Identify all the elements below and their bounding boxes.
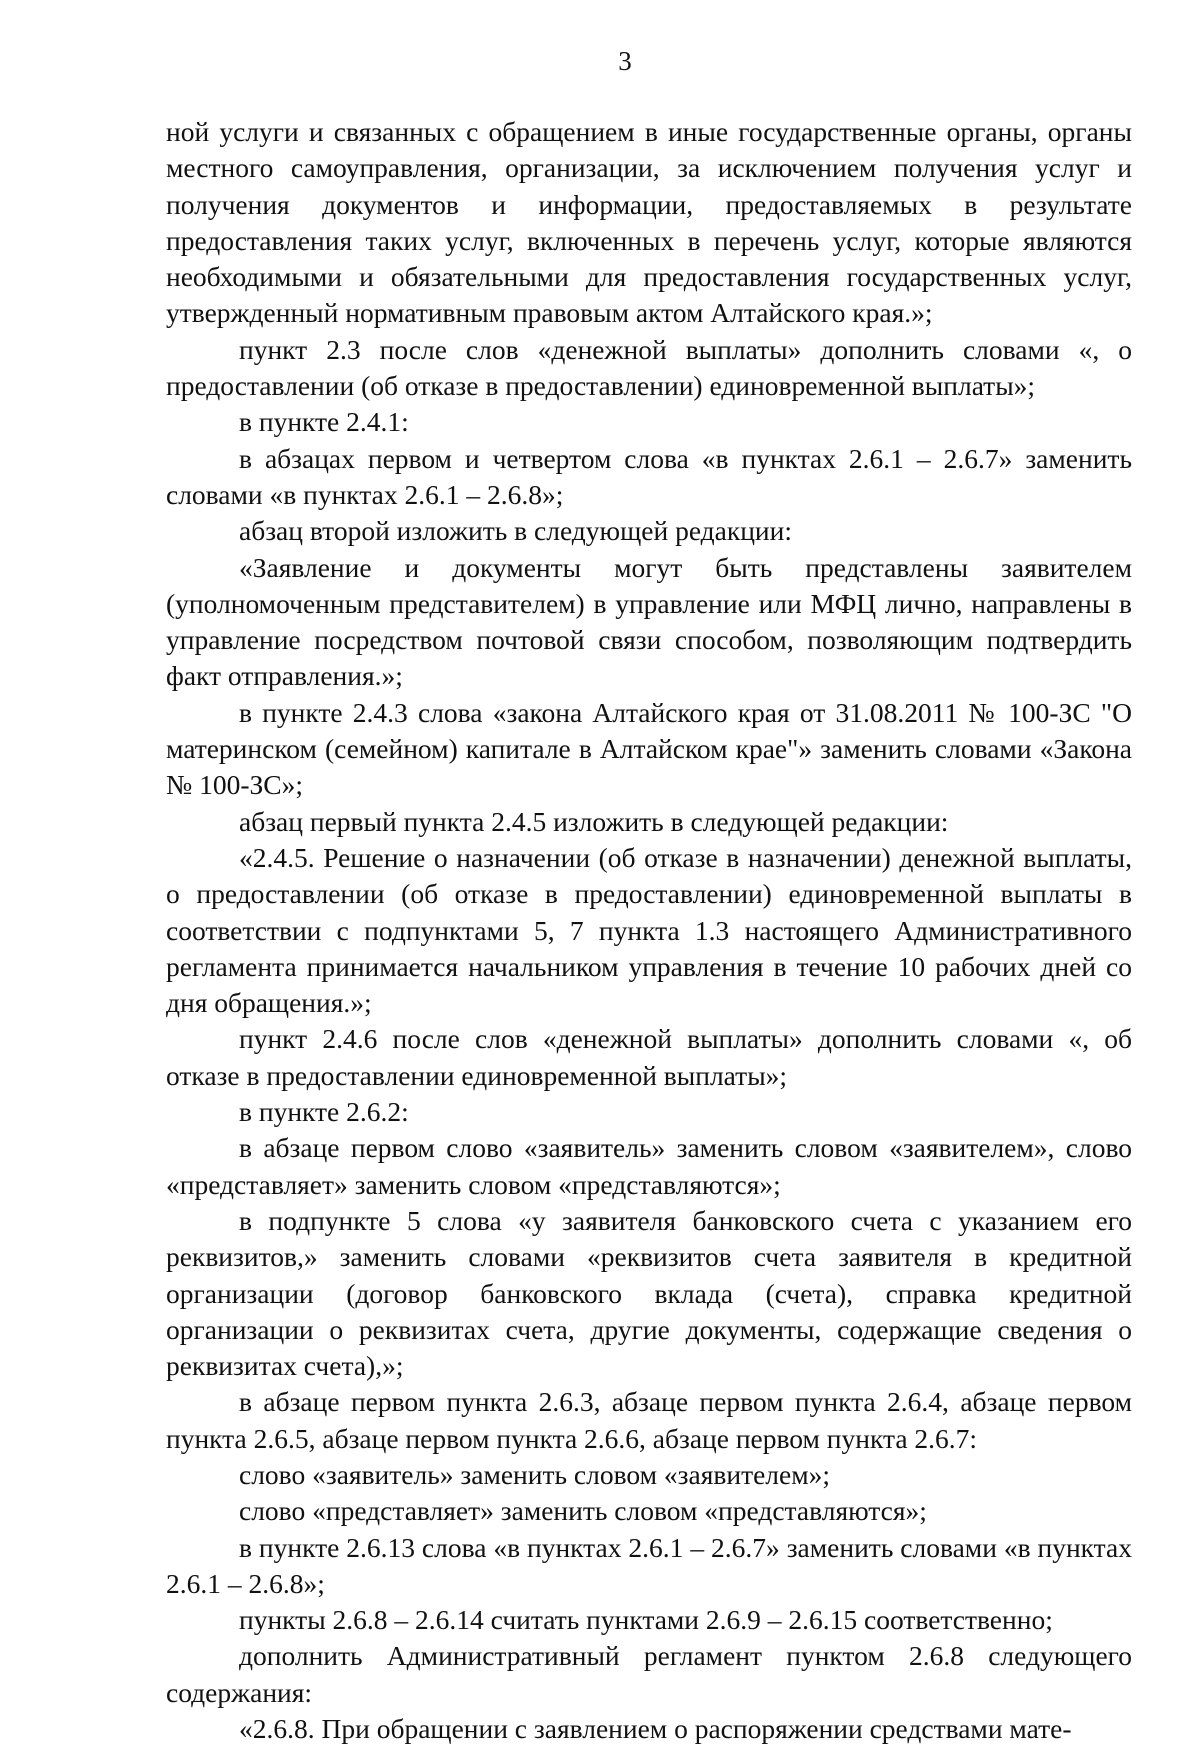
- paragraph: в пункте 2.4.1:: [239, 406, 409, 438]
- paragraph: в пункте 2.6.2:: [239, 1096, 409, 1128]
- paragraph: слово «заявитель» заменить словом «заявителем»;: [239, 1458, 831, 1490]
- paragraph: пункты 2.6.8 – 2.6.14 считать пунктами 2.6.9 – 2.6.15 соответственно;: [239, 1604, 1053, 1636]
- paragraph: в абзаце первом слово «заявитель» заменить словом «заявителем», слово «представляет» заменить словом «представляются»;: [166, 1132, 1132, 1200]
- paragraph: абзац первый пункта 2.4.5 изложить в следующей редакции:: [239, 805, 949, 837]
- paragraph: слово «представляет» заменить словом «представляются»;: [239, 1495, 927, 1527]
- paragraph: «2.6.8. При обращении с заявлением о распоряжении средствами мате-: [239, 1713, 1072, 1745]
- paragraph: в абзацах первом и четвертом слова «в пунктах 2.6.1 – 2.6.7» заменить словами «в пунктах 2.6.1 – 2.6.8»;: [166, 442, 1132, 510]
- paragraph: в пункте 2.6.13 слова «в пунктах 2.6.1 – 2.6.7» заменить словами «в пунктах 2.6.1 – 2.6.8»;: [166, 1531, 1132, 1599]
- paragraph: абзац второй изложить в следующей редакции:: [239, 515, 793, 547]
- page-number: 3: [618, 46, 632, 76]
- paragraph: в пункте 2.4.3 слова «закона Алтайского края от 31.08.2011 № 100-ЗС "О материнском (семейном) капитале в Алтайском крае"» заменить словами «Закона № 100-ЗС»;: [166, 696, 1132, 801]
- document-body: [166, 114, 1132, 1747]
- paragraph: «2.4.5. Решение о назначении (об отказе в назначении) денежной выплаты, о предоставлении (об отказе в предоставлении) единовременной выплаты в соответствии с подпунктами 5, 7 пункта 1.3 настоящего Административного регламента принимается начальником управления в течение 10 рабочих дней со дня обращения.»;: [166, 841, 1132, 1019]
- paragraph: в подпункте 5 слова «у заявителя банковского счета с указанием его реквизитов,» заменить словами «реквизитов счета заявителя в кредитной организации (договор банковского вклада (счета), справка кредитной организации о реквизитах счета, другие документы, содержащие сведения о реквизитах счета),»;: [166, 1204, 1132, 1382]
- paragraph: пункт 2.4.6 после слов «денежной выплаты» дополнить словами «, об отказе в предоставлении единовременной выплаты»;: [166, 1023, 1132, 1091]
- paragraph: пункт 2.3 после слов «денежной выплаты» дополнить словами «, о предоставлении (об отказе в предоставлении) единовременной выплаты»;: [166, 333, 1132, 402]
- paragraph: дополнить Административный регламент пунктом 2.6.8 следующего содержания:: [166, 1640, 1132, 1708]
- paragraph: ной услуги и связанных с обращением в иные государственные органы, органы местного самоуправления, организации, за исключением получения услуг и получения документов и информации, предоставляемых в результате предоставления таких услуг, включенных в перечень услуг, которые являются необходимыми и обязательными для предоставления государственных услуг, утвержденный нормативным правовым актом Алтайского края.»;: [166, 116, 1132, 329]
- paragraph: в абзаце первом пункта 2.6.3, абзаце первом пункта 2.6.4, абзаце первом пункта 2.6.5, абзаце первом пункта 2.6.6, абзаце первом пункта 2.6.7:: [166, 1386, 1132, 1454]
- paragraph: «Заявление и документы могут быть представлены заявителем (уполномоченным представителем) в управление или МФЦ лично, направлены в управление посредством почтовой связи способом, позволяющим подтвердить факт отправления.»;: [166, 551, 1132, 692]
